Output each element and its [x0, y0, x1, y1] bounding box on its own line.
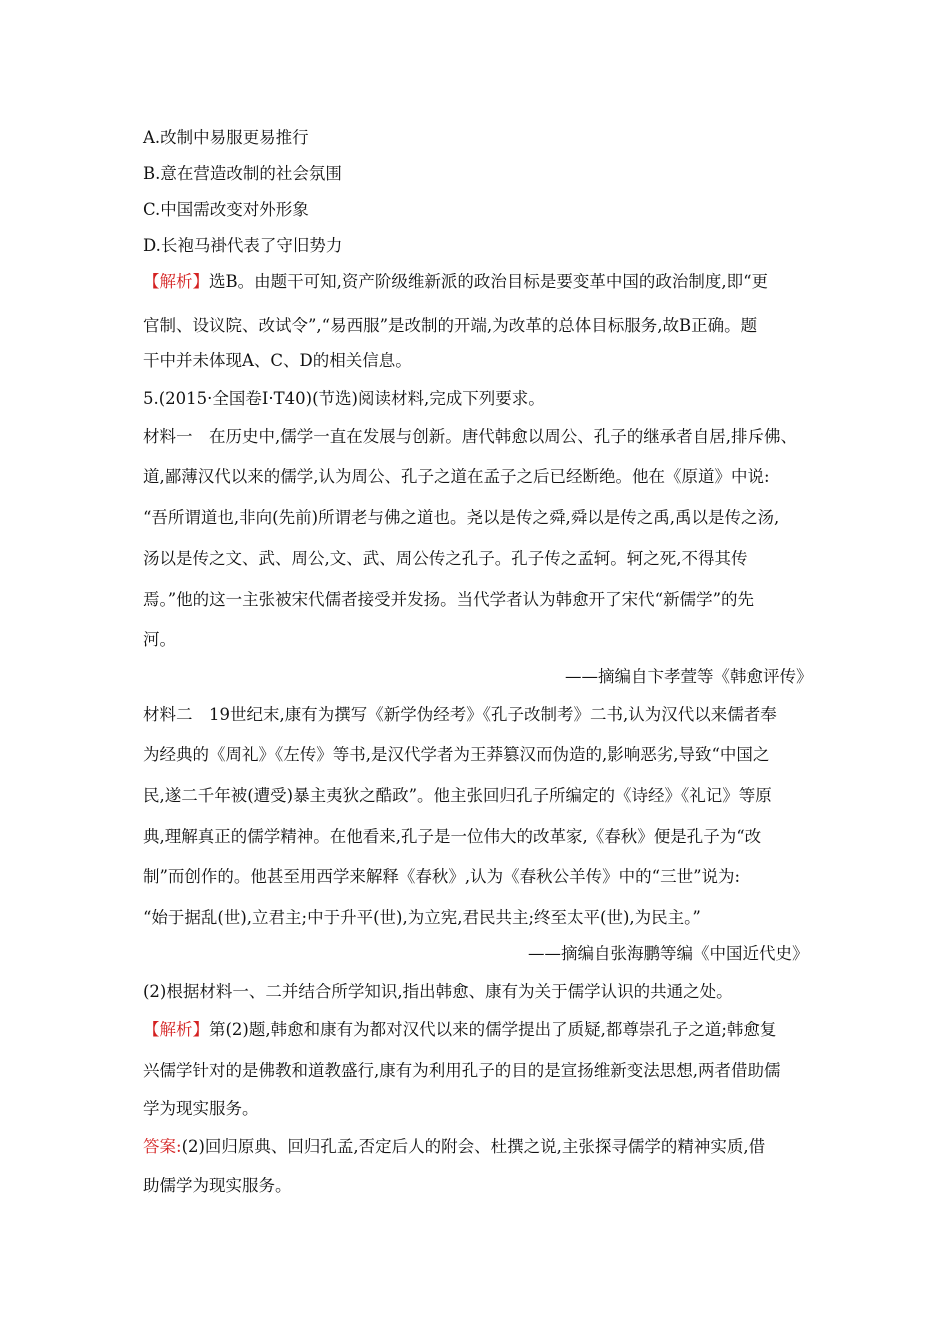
material-1-source: ——摘编自卞孝萱等《韩愈评传》: [565, 667, 813, 686]
material-1-line-2: 道,鄙薄汉代以来的儒学,认为周公、孔子之道在孟子之后已经断绝。他在《原道》中说:: [143, 467, 770, 486]
material-1-line-3: “吾所谓道也,非向(先前)所谓老与佛之道也。尧以是传之舜,舜以是传之禹,禹以是传之汤,: [143, 508, 780, 527]
material-2-line-3: 民,遂二千年被(遭受)暴主夷狄之酷政”。他主张回归孔子所编定的《诗经》《礼记》等原: [143, 786, 772, 805]
option-c: C.中国需改变对外形象: [143, 200, 309, 219]
material-2-source: ——摘编自张海鹏等编《中国近代史》: [528, 944, 809, 963]
option-b: B.意在营造改制的社会氛围: [143, 164, 342, 183]
analysis-2-line-1: [143, 1020, 776, 1040]
analysis-2-line-2: 兴儒学针对的是佛教和道教盛行,康有为利用孔子的目的是宣扬维新变法思想,两者借助儒: [143, 1061, 781, 1080]
option-d: D.长袍马褂代表了守旧势力: [143, 236, 343, 255]
material-2-line-2: 为经典的《周礼》《左传》等书,是汉代学者为王莽篡汉而伪造的,影响恶劣,导致“中国之: [143, 745, 770, 764]
option-a: A.改制中易服更易推行: [143, 128, 309, 147]
material-2-line-5: 制”而创作的。他甚至用西学来解释《春秋》,认为《春秋公羊传》中的“三世”说为:: [143, 867, 741, 886]
answer-tag: 答案:: [143, 1137, 182, 1156]
answer-line-1: [143, 1137, 765, 1157]
analysis-1-line-3: 干中并未体现A、C、D的相关信息。: [143, 351, 412, 370]
material-2-line-1: 材料二 19世纪末,康有为撰写《新学伪经考》《孔子改制考》二书,认为汉代以来儒者奉: [143, 705, 777, 724]
analysis-text: 第(2)题,韩愈和康有为都对汉代以来的儒学提出了质疑,都尊崇孔子之道;韩愈复: [209, 1020, 777, 1039]
material-2-line-6: “始于据乱(世),立君主;中于升平(世),为立宪,君民共主;终至太平(世),为民主。”: [143, 908, 701, 927]
material-1-line-1: 材料一 在历史中,儒学一直在发展与创新。唐代韩愈以周公、孔子的继承者自居,排斥佛、: [143, 427, 797, 446]
analysis-1-line-1: [143, 272, 768, 292]
question-5-stem: 5.(2015·全国卷Ⅰ·T40)(节选)阅读材料,完成下列要求。: [143, 389, 545, 408]
analysis-tag: 【解析】: [143, 272, 209, 291]
material-1-line-4: 汤以是传之文、武、周公,文、武、周公传之孔子。孔子传之孟轲。轲之死,不得其传: [143, 549, 748, 568]
analysis-1-line-2: 官制、设议院、改试令”,“易西服”是改制的开端,为改革的总体目标服务,故B正确。题: [143, 316, 758, 335]
material-1-line-6: 河。: [143, 630, 176, 649]
question-5-sub-2: (2)根据材料一、二并结合所学知识,指出韩愈、康有为关于儒学认识的共通之处。: [143, 982, 733, 1001]
analysis-text: 选B。由题干可知,资产阶级维新派的政治目标是要变革中国的政治制度,即“更: [209, 272, 769, 291]
analysis-tag: 【解析】: [143, 1020, 209, 1039]
material-2-line-4: 典,理解真正的儒学精神。在他看来,孔子是一位伟大的改革家,《春秋》便是孔子为“改: [143, 827, 762, 846]
analysis-2-line-3: 学为现实服务。: [143, 1099, 259, 1118]
answer-text: (2)回归原典、回归孔孟,否定后人的附会、杜撰之说,主张探寻儒学的精神实质,借: [181, 1137, 766, 1156]
material-1-line-5: 焉。”他的这一主张被宋代儒者接受并发扬。当代学者认为韩愈开了宋代“新儒学”的先: [143, 590, 755, 609]
answer-line-2: 助儒学为现实服务。: [143, 1176, 292, 1195]
